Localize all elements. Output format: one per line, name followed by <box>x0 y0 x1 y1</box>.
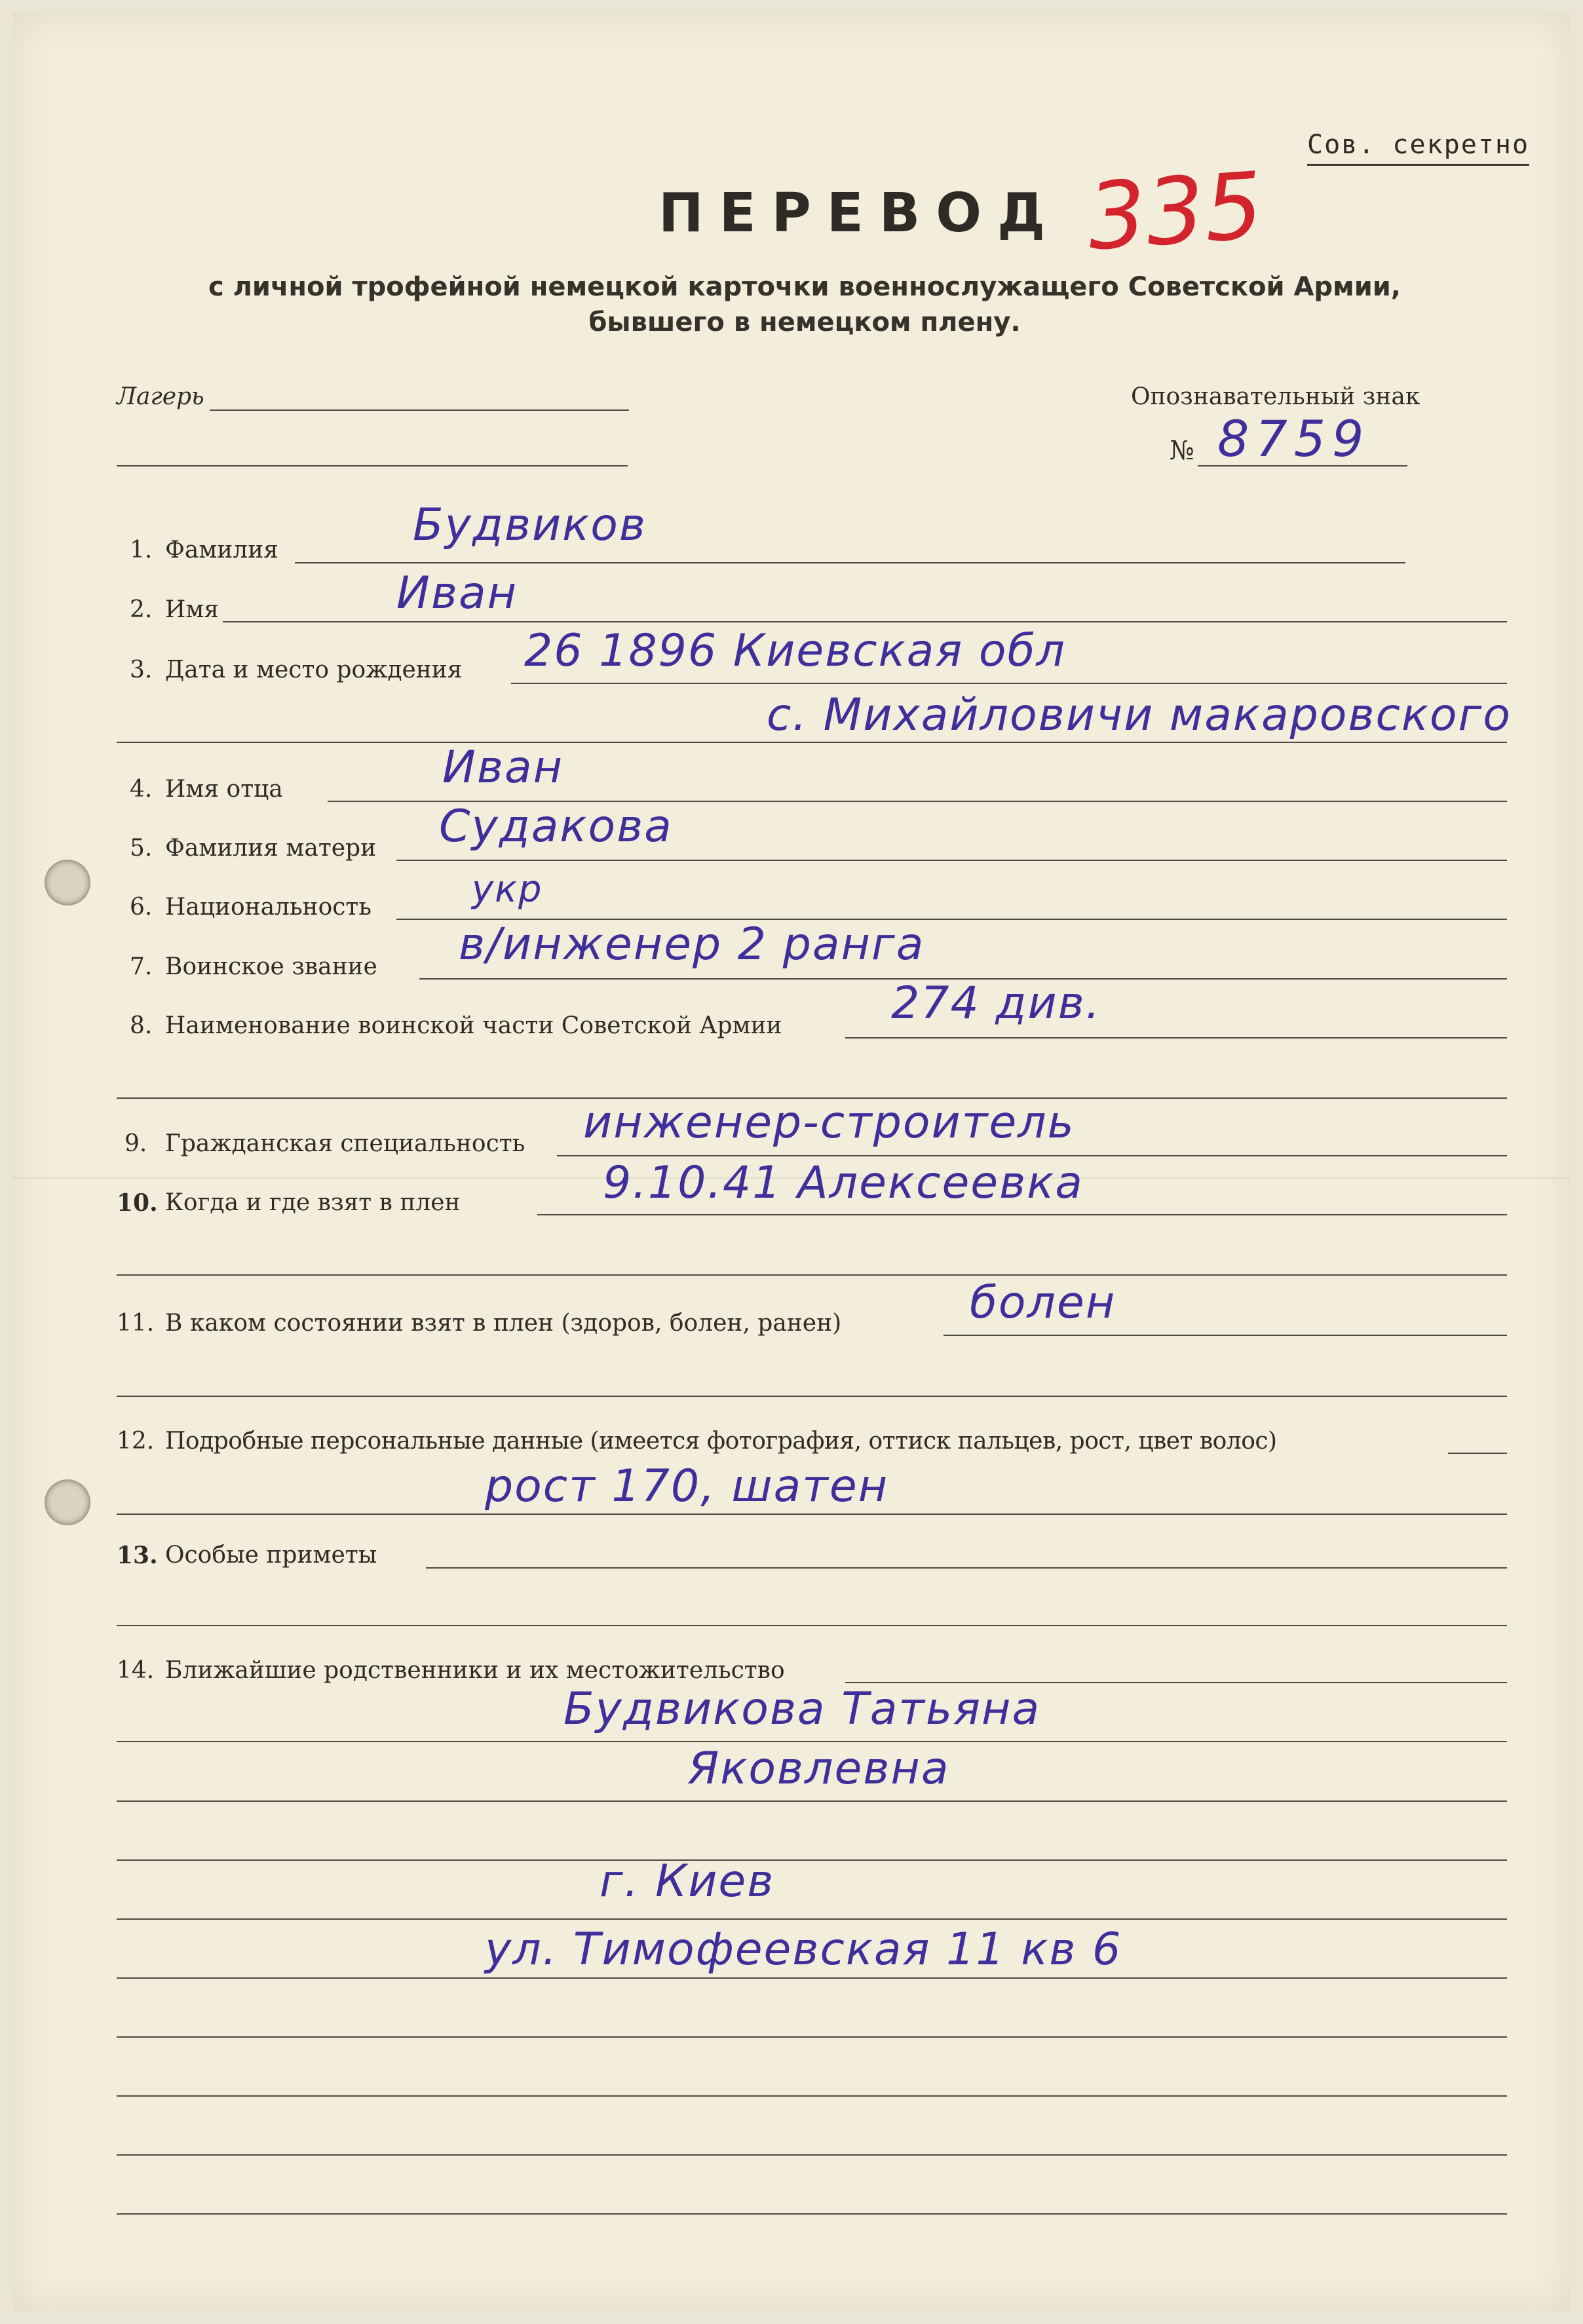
camp-line <box>210 410 629 411</box>
field-10-number: 10. <box>117 1189 158 1217</box>
field-4-value: Иван <box>442 742 564 793</box>
field-14-line-3 <box>117 1800 1507 1802</box>
field-2-number: 2. <box>130 596 153 623</box>
field-7-label: Воинское звание <box>165 953 377 980</box>
punch-hole-upper <box>45 860 90 905</box>
field-12-label: Подробные персональные данные (имеется фотография, оттиск пальцев, рост, цвет волос) <box>165 1428 1277 1455</box>
field-9-label: Гражданская специальность <box>165 1130 525 1157</box>
field-12-line-2 <box>117 1514 1507 1515</box>
field-14-label: Ближайшие родственники и их местожительство <box>165 1657 785 1684</box>
field-11-value: болен <box>970 1277 1116 1329</box>
field-7-value: в/инженер 2 ранга <box>459 919 925 970</box>
field-1-line <box>295 562 1405 563</box>
document-subtitle-line-1: с личной трофейной немецкой карточки военнослужащего Советской Армии, <box>208 272 1402 302</box>
id-mark-label: Опознавательный знак <box>1131 383 1421 410</box>
field-14-line-9 <box>117 2154 1507 2156</box>
field-14-street: ул. Тимофеевская 11 кв 6 <box>485 1924 1122 1975</box>
field-4-number: 4. <box>130 776 153 803</box>
field-4-label: Имя отца <box>165 776 283 803</box>
field-5-value: Судакова <box>439 801 673 852</box>
field-14-relative-name: Будвикова Татьяна <box>563 1683 1041 1735</box>
field-11-label: В каком состоянии взят в плен (здоров, болен, ранен) <box>165 1310 842 1337</box>
document-subtitle-line-2: бывшего в немецком плену. <box>588 307 1021 337</box>
classification-stamp: Сов. секретно <box>1307 130 1529 166</box>
field-14-line-5 <box>117 1918 1507 1920</box>
field-5-line <box>396 860 1507 861</box>
field-2-label: Имя <box>165 596 219 623</box>
field-6-value: укр <box>472 868 543 911</box>
field-11-number: 11. <box>117 1310 155 1337</box>
field-14-line-4 <box>117 1859 1507 1861</box>
field-14-city: г. Киев <box>600 1856 775 1907</box>
field-12-line <box>1448 1453 1507 1454</box>
field-14-line-8 <box>117 2095 1507 2097</box>
field-10-label: Когда и где взят в плен <box>165 1189 461 1216</box>
field-8-number: 8. <box>130 1012 153 1039</box>
field-1-value: Будвиков <box>413 499 647 551</box>
field-3-label: Дата и место рождения <box>165 657 463 683</box>
field-14-number: 14. <box>117 1657 155 1684</box>
field-7-number: 7. <box>130 953 153 980</box>
field-14-line-2 <box>117 1741 1507 1742</box>
id-mark-line <box>1198 465 1407 467</box>
field-11-line-2 <box>117 1396 1507 1397</box>
camp-line-2 <box>117 465 628 467</box>
field-3-line-2 <box>117 742 1507 743</box>
field-3-value: 26 1896 Киевская обл <box>524 625 1066 677</box>
field-14-line-6 <box>117 1977 1507 1979</box>
field-3-value-2: с. Михайловичи макаровского <box>767 689 1512 741</box>
camp-label: Лагерь <box>117 383 204 410</box>
field-8-value: 274 див. <box>891 978 1101 1029</box>
field-12-number: 12. <box>117 1428 155 1455</box>
field-12-value: рост 170, шатен <box>485 1460 889 1512</box>
field-9-line <box>557 1155 1507 1156</box>
field-5-number: 5. <box>130 835 153 862</box>
field-13-number: 13. <box>117 1542 158 1569</box>
red-handwritten-number: 335 <box>1084 152 1267 272</box>
field-14-relative-patronymic: Яковлевна <box>688 1743 950 1795</box>
field-6-number: 6. <box>130 894 153 921</box>
field-13-label: Особые приметы <box>165 1542 377 1569</box>
field-1-number: 1. <box>130 537 153 563</box>
field-3-line <box>511 683 1507 684</box>
field-8-line <box>845 1037 1507 1038</box>
punch-hole-lower <box>45 1479 90 1525</box>
id-mark-value: 8759 <box>1217 410 1371 468</box>
field-13-line <box>426 1567 1507 1569</box>
field-10-value: 9.10.41 Алексеевка <box>603 1157 1084 1209</box>
id-mark-prefix: № <box>1170 436 1194 466</box>
document-title: ПЕРЕВОД <box>658 182 1061 244</box>
field-10-line <box>537 1214 1507 1215</box>
field-9-number: 9. <box>124 1130 147 1157</box>
field-10-line-2 <box>117 1274 1507 1276</box>
field-2-value: Иван <box>396 567 518 619</box>
field-14-line-7 <box>117 2036 1507 2038</box>
document-page <box>13 13 1570 2311</box>
field-2-line <box>223 621 1507 622</box>
field-5-label: Фамилия матери <box>165 835 377 862</box>
field-1-label: Фамилия <box>165 537 278 563</box>
field-14-line-10 <box>117 2213 1507 2215</box>
field-8-label: Наименование воинской части Советской Армии <box>165 1012 782 1039</box>
field-9-value: инженер-строитель <box>583 1097 1075 1149</box>
field-3-number: 3. <box>130 657 153 683</box>
field-6-label: Национальность <box>165 894 372 921</box>
field-11-line <box>944 1335 1507 1336</box>
field-13-line-2 <box>117 1625 1507 1626</box>
